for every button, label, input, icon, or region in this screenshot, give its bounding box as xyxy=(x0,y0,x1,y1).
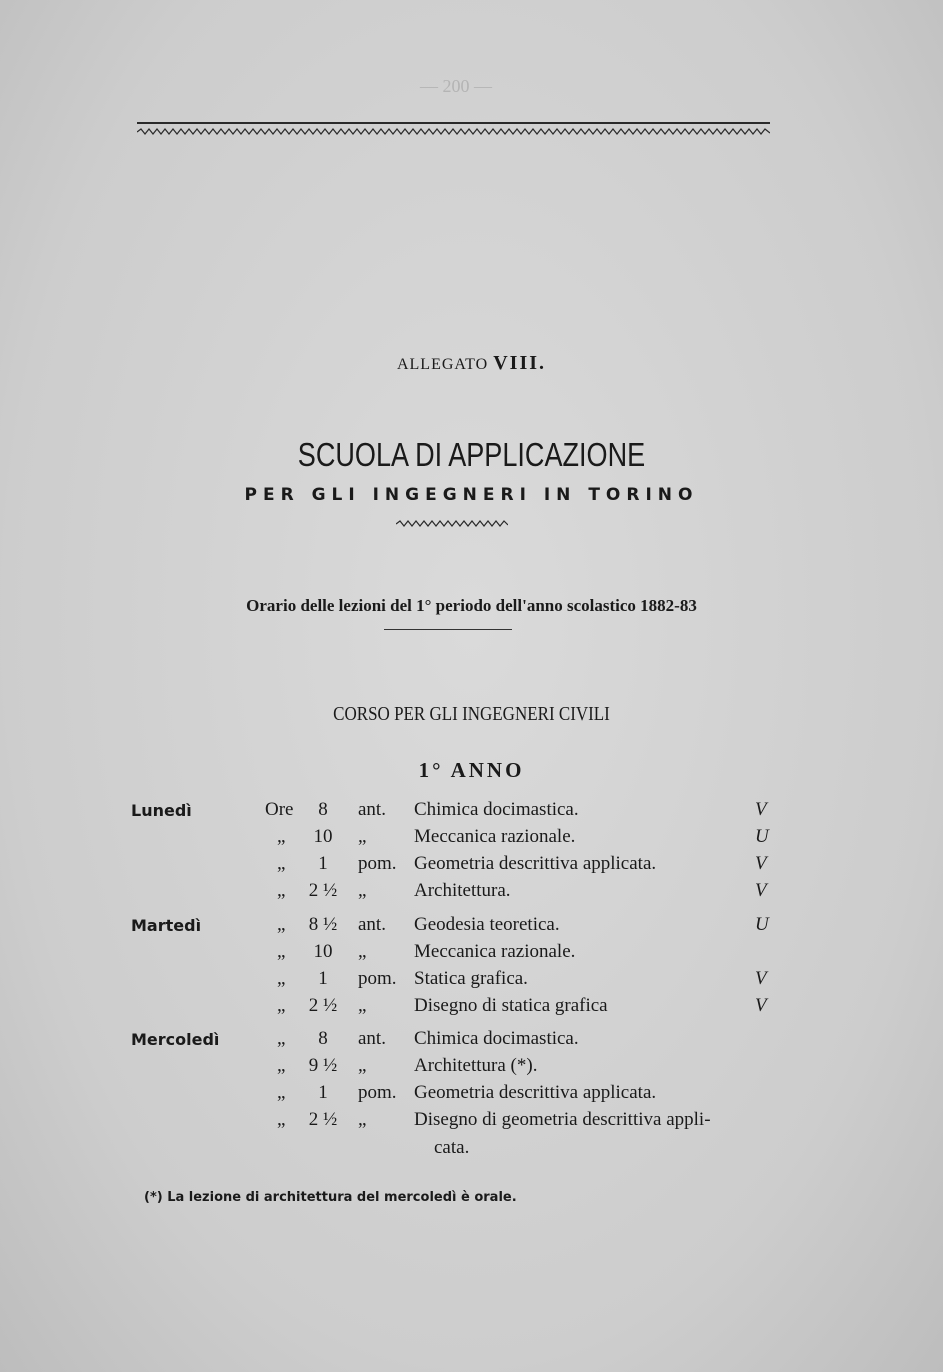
day-label: Lunedì xyxy=(131,801,192,820)
subject-continuation: cata. xyxy=(434,1137,470,1158)
year-heading: 1° ANNO xyxy=(418,758,525,782)
allegato-number: VIII. xyxy=(493,352,547,374)
document-subtitle: PER GLI INGEGNERI IN TORINO xyxy=(244,485,699,505)
subject: Chimica docimastica. xyxy=(414,1028,579,1049)
period: „ xyxy=(358,1109,367,1130)
ornament-wavy-rule xyxy=(396,520,508,528)
teacher-mark: V xyxy=(755,853,767,874)
hour: 2 ½ xyxy=(308,1109,338,1130)
teacher-mark: V xyxy=(755,799,767,820)
subject: Disegno di geometria descrittiva appli- xyxy=(414,1109,711,1130)
schedule-heading: Orario delle lezioni del 1° periodo dell'anno scolastico 1882-83 xyxy=(246,596,697,615)
top-wavy-rule xyxy=(137,128,770,136)
schedule-row xyxy=(0,1109,943,1136)
hour-prefix: „ xyxy=(277,1028,286,1049)
period: „ xyxy=(358,995,367,1016)
period: „ xyxy=(358,941,367,962)
hour-prefix: „ xyxy=(277,826,286,847)
subject: Statica grafica. xyxy=(414,968,528,989)
hour: 8 xyxy=(318,1028,328,1049)
hour: 8 ½ xyxy=(308,914,338,935)
schedule-row xyxy=(0,1082,943,1109)
subject: Chimica docimastica. xyxy=(414,799,579,820)
schedule-row xyxy=(0,995,943,1022)
subject: Meccanica razionale. xyxy=(414,941,576,962)
teacher-mark: U xyxy=(755,914,769,935)
allegato-heading xyxy=(0,352,943,375)
document-title: SCUOLA DI APPLICAZIONE xyxy=(297,436,646,473)
top-rule xyxy=(137,122,770,124)
teacher-mark: U xyxy=(755,826,769,847)
subject: Architettura (*). xyxy=(414,1055,538,1076)
hour: 10 xyxy=(313,826,333,847)
schedule-row xyxy=(0,914,943,941)
hour-prefix: „ xyxy=(277,914,286,935)
hour-prefix: „ xyxy=(277,941,286,962)
hour: 8 xyxy=(318,799,328,820)
subject: Architettura. xyxy=(414,880,511,901)
hour-prefix: „ xyxy=(277,880,286,901)
heading-rule xyxy=(384,629,512,630)
period: „ xyxy=(358,826,367,847)
subject: Geometria descrittiva applicata. xyxy=(414,853,657,874)
schedule-row xyxy=(0,968,943,995)
hour-prefix: „ xyxy=(277,1055,286,1076)
schedule-row xyxy=(0,880,943,907)
period: pom. xyxy=(358,853,397,874)
period: pom. xyxy=(358,1082,397,1103)
page-number: — 200 — xyxy=(420,76,492,96)
period: ant. xyxy=(358,914,386,935)
hour-prefix: Ore xyxy=(265,799,294,820)
schedule-row xyxy=(0,1055,943,1082)
period: ant. xyxy=(358,1028,386,1049)
hour-prefix: „ xyxy=(277,1082,286,1103)
hour: 2 ½ xyxy=(308,995,338,1016)
subject: Geodesia teoretica. xyxy=(414,914,560,935)
period: pom. xyxy=(358,968,397,989)
teacher-mark: V xyxy=(755,880,767,901)
schedule-row xyxy=(0,1028,943,1055)
hour: 2 ½ xyxy=(308,880,338,901)
period: ant. xyxy=(358,799,386,820)
hour-prefix: „ xyxy=(277,968,286,989)
hour-prefix: „ xyxy=(277,995,286,1016)
hour: 9 ½ xyxy=(308,1055,338,1076)
hour: 1 xyxy=(318,968,328,989)
teacher-mark: V xyxy=(755,968,767,989)
teacher-mark: V xyxy=(755,995,767,1016)
period: „ xyxy=(358,880,367,901)
schedule-row xyxy=(0,799,943,826)
day-label: Mercoledì xyxy=(131,1030,220,1049)
course-heading: CORSO PER GLI INGEGNERI CIVILI xyxy=(333,703,610,725)
subject: Disegno di statica grafica xyxy=(414,995,608,1016)
subject: Meccanica razionale. xyxy=(414,826,576,847)
schedule-row xyxy=(0,941,943,968)
hour: 1 xyxy=(318,1082,328,1103)
hour: 1 xyxy=(318,853,328,874)
schedule-continuation-row xyxy=(0,1137,943,1164)
subject: Geometria descrittiva applicata. xyxy=(414,1082,657,1103)
schedule-row xyxy=(0,853,943,880)
hour: 10 xyxy=(313,941,333,962)
footnote: (*) La lezione di architettura del mercoledì è orale. xyxy=(144,1190,517,1205)
day-label: Martedì xyxy=(131,916,202,935)
period: „ xyxy=(358,1055,367,1076)
hour-prefix: „ xyxy=(277,1109,286,1130)
allegato-label: ALLEGATO xyxy=(396,356,489,373)
schedule-row xyxy=(0,826,943,853)
hour-prefix: „ xyxy=(277,853,286,874)
